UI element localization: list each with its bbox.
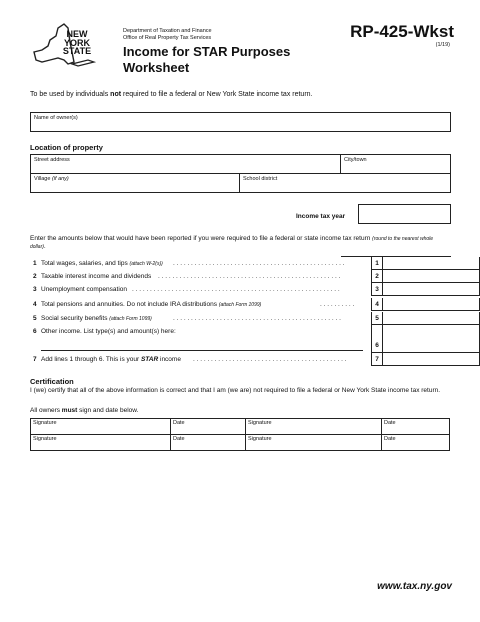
line-number-box: 4	[371, 298, 383, 311]
city-town-field[interactable]	[340, 154, 451, 174]
revision-date: (1/19)	[435, 42, 450, 48]
agency-block	[123, 28, 212, 42]
form-title	[123, 44, 290, 76]
form-title-line2: Worksheet	[123, 60, 190, 75]
line-number-box: 3	[371, 283, 383, 296]
date-field[interactable]: Date	[171, 419, 246, 435]
line-desc-after: income	[158, 356, 181, 363]
line-description: Taxable interest income and dividends	[41, 273, 152, 280]
date-field[interactable]: Date	[382, 419, 450, 435]
date-field[interactable]: Date	[382, 435, 450, 451]
line-emph: STAR	[140, 356, 159, 363]
form-number: RP-425-Wkst	[350, 22, 454, 41]
line-description	[41, 301, 261, 308]
line-4-amount-field[interactable]	[383, 298, 480, 311]
line-note: (attach W-2(s))	[129, 261, 163, 267]
signature-field[interactable]: Signature	[31, 435, 171, 451]
line-number: 6	[33, 328, 37, 335]
line-desc-text: Add lines 1 through 6. This is your	[41, 356, 141, 363]
instructions-main: Enter the amounts below that would have been reported if you were required to file a federal or state income tax return	[30, 235, 373, 242]
form-title-line1: Income for STAR Purposes	[123, 44, 291, 59]
line-description: Other income. List type(s) and amount(s) here:	[41, 328, 176, 335]
department-name: Department of Taxation and Finance	[123, 28, 212, 34]
line-6-amount-field[interactable]	[383, 325, 480, 353]
footer-url[interactable]: www.tax.ny.gov	[377, 581, 452, 592]
income-line-4	[30, 298, 450, 311]
leader-dots: . . . . . . . . . . . . . . . . . . . . . . . . . . . . . . . . . . . . . . . . . . . . . . . . . . .	[158, 273, 341, 280]
logo-word: NEW	[66, 29, 88, 39]
line-number: 1	[33, 260, 37, 267]
intro-before: To be used by individuals	[30, 91, 111, 98]
school-district-field[interactable]	[239, 173, 451, 193]
date-field[interactable]: Date	[171, 435, 246, 451]
line-number-box: 7	[371, 353, 383, 366]
line-desc-text: Total pensions and annuities. Do not include IRA distributions	[41, 301, 219, 308]
income-tax-year-label: Income tax year	[296, 213, 346, 220]
village-field[interactable]	[30, 173, 240, 193]
line-description: Unemployment compensation	[41, 286, 127, 293]
line-number: 7	[33, 356, 37, 363]
line-3-amount-field[interactable]	[383, 283, 480, 296]
street-address-field[interactable]	[30, 154, 341, 174]
line-description	[41, 356, 181, 363]
leader-dots: . . . . . . . . . .	[320, 301, 355, 308]
instructions-text	[30, 235, 450, 251]
signature-table	[30, 418, 450, 451]
income-line-7	[30, 353, 450, 366]
leader-dots: . . . . . . . . . . . . . . . . . . . . . . . . . . . . . . . . . . . . . . . . . . .	[193, 356, 347, 363]
line-number-box: 2	[371, 270, 383, 283]
line-1-amount-field[interactable]	[383, 257, 480, 270]
logo-wordmark	[62, 30, 92, 56]
income-line-3	[30, 283, 450, 296]
line-number: 2	[33, 273, 37, 280]
signature-field[interactable]: Signature	[246, 419, 382, 435]
owners-after: sign and date below.	[77, 407, 139, 414]
owners-sign-text	[30, 407, 138, 415]
village-note: (if any)	[51, 176, 69, 182]
line-number: 5	[33, 315, 37, 322]
line-5-amount-field[interactable]	[383, 312, 480, 325]
line-desc-text: Social security benefits	[41, 315, 110, 322]
owners-before: All owners	[30, 407, 62, 414]
line-number-box: 1	[371, 257, 383, 270]
office-name: Office of Real Property Tax Services	[123, 35, 212, 41]
signature-field[interactable]: Signature	[31, 419, 171, 435]
income-line-2	[30, 270, 450, 283]
line-desc-text: Total wages, salaries, and tips	[41, 260, 130, 267]
leader-dots: . . . . . . . . . . . . . . . . . . . . . . . . . . . . . . . . . . . . . . . . . . . . . . . . . . . . . . . . . .	[132, 286, 340, 293]
owner-name-label: Name of owner(s)	[34, 115, 78, 121]
owner-name-field[interactable]	[30, 112, 451, 132]
certification-heading: Certification	[30, 377, 74, 386]
line-number: 4	[33, 301, 37, 308]
income-line-1	[30, 257, 450, 270]
income-line-6	[30, 325, 450, 353]
instructions-note: (round to the nearest whole dollar)	[30, 236, 434, 250]
line-description	[41, 260, 163, 267]
village-label-text: Village	[34, 176, 51, 182]
line-number: 3	[33, 286, 37, 293]
line-number-box: 5	[371, 312, 383, 325]
location-heading: Location of property	[30, 143, 103, 152]
intro-text	[30, 90, 313, 99]
city-town-label: City/town	[344, 157, 367, 163]
logo-word: STATE	[62, 46, 92, 56]
school-district-label: School district	[243, 176, 278, 182]
income-tax-year-field[interactable]	[358, 204, 451, 224]
owners-emph: must	[61, 407, 78, 414]
leader-dots: . . . . . . . . . . . . . . . . . . . . . . . . . . . . . . . . . . . . . . . . . . . . . . . .	[173, 260, 345, 267]
line-7-amount-field[interactable]	[383, 353, 480, 366]
instructions-end: .	[43, 243, 46, 250]
line-2-amount-field[interactable]	[383, 270, 480, 283]
signature-row	[31, 435, 450, 451]
income-line-5	[30, 312, 450, 325]
intro-emph: not	[110, 91, 122, 98]
signature-field[interactable]: Signature	[246, 435, 382, 451]
signature-row	[31, 419, 450, 435]
intro-after: required to file a federal or New York State income tax return.	[121, 91, 313, 98]
line-number-box: 6	[371, 325, 383, 353]
logo-word: YORK	[63, 37, 90, 48]
village-label	[34, 176, 69, 183]
certification-text: I (we) certify that all of the above information is correct and that I am (we are) not required to file a federal or New York State income tax return.	[30, 387, 441, 394]
line-description	[41, 315, 152, 322]
street-address-label: Street address	[34, 157, 70, 163]
other-income-write-line[interactable]	[41, 350, 363, 351]
leader-dots: . . . . . . . . . . . . . . . . . . . . . . . . . . . . . . . . . . . . . . . . . . . . . . .	[173, 315, 341, 322]
line-note: (attach Form 1099)	[109, 316, 152, 322]
nys-logo	[28, 22, 106, 70]
line-note: (attach Form 1099)	[218, 302, 262, 308]
